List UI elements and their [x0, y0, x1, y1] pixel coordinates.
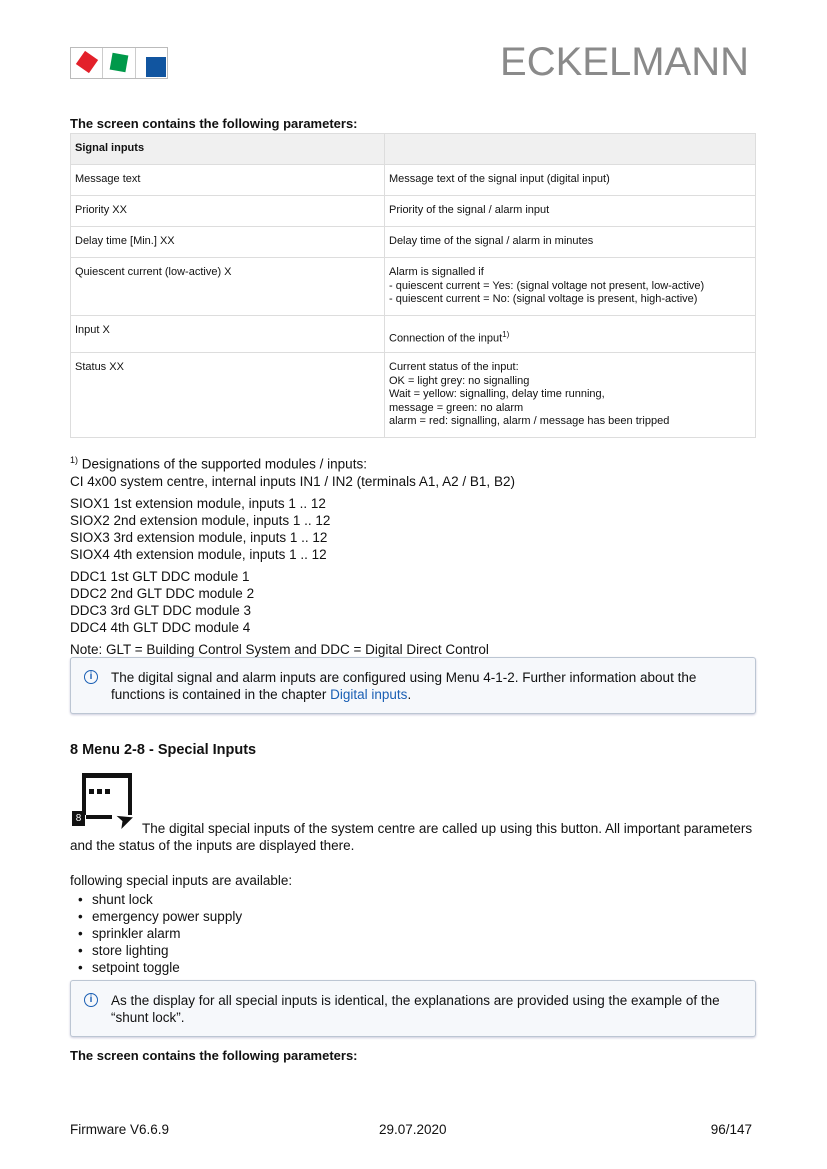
intro-text: The digital special inputs of the system centre are called up using this button. All important parameters and the status of the inputs are displayed there.	[70, 821, 753, 853]
description-line: Current status of the input:	[389, 361, 519, 374]
param-description	[385, 227, 756, 258]
param-name: Delay time [Min.] XX	[71, 227, 385, 258]
ddc-line: DDC2 2nd GLT DDC module 2	[70, 585, 255, 601]
list-item: • setpoint toggle	[92, 959, 242, 976]
description-line: Connection of the input	[389, 332, 503, 345]
param-description	[385, 196, 756, 227]
brand-name: ECKELMANN	[500, 40, 749, 84]
siox-line: SIOX1 1st extension module, inputs 1 .. 12	[70, 495, 326, 511]
description-line: - quiescent current = No: (signal voltage is present, high-active)	[389, 293, 698, 305]
footer-page: 96/147	[710, 1122, 752, 1137]
description-line: Priority of the signal / alarm input	[389, 204, 550, 216]
param-name: Quiescent current (low-active) X	[71, 258, 385, 316]
param-description	[385, 316, 756, 353]
ddc-line: DDC4 4th GLT DDC module 4	[70, 619, 251, 635]
table-row	[71, 196, 756, 227]
list-item: • store lighting	[92, 942, 242, 959]
table-header-cell	[385, 134, 756, 165]
description-line: alarm = red: signalling, alarm / message has been tripped	[389, 415, 670, 428]
list-item: • sprinkler alarm	[92, 925, 242, 942]
company-logo	[70, 47, 168, 79]
table-row	[71, 353, 756, 438]
param-name: Message text	[71, 165, 385, 196]
info-text: The digital signal and alarm inputs are configured using Menu 4-1-2. Further information about the functions is contained in the chapter	[111, 670, 697, 702]
footnote-block	[70, 452, 770, 658]
footer-date: 29.07.2020	[379, 1122, 447, 1137]
siox-line: SIOX2 2nd extension module, inputs 1 .. 12	[70, 512, 331, 528]
table-row	[71, 227, 756, 258]
digital-inputs-link[interactable]: Digital inputs	[330, 687, 408, 702]
description-line: Wait = yellow: signalling, delay time running,	[389, 388, 605, 401]
description-line: Alarm is signalled if	[389, 266, 484, 278]
footnote-mark: 1)	[70, 455, 79, 465]
siox-line: SIOX4 4th extension module, inputs 1 .. 12	[70, 546, 327, 562]
param-description	[385, 353, 756, 438]
siox-line: SIOX3 3rd extension module, inputs 1 .. 12	[70, 529, 328, 545]
footnote-text: Designations of the supported modules / inputs:	[78, 456, 367, 472]
info-box	[70, 657, 756, 714]
param-name: Priority XX	[71, 196, 385, 227]
abbrev-note: Note: GLT = Building Control System and DDC = Digital Direct Control	[70, 641, 489, 657]
info-text: As the display for all special inputs is identical, the explanations are provided using the example of the “shunt lock”.	[111, 993, 720, 1025]
special-inputs-button-icon: 8 ➤	[72, 773, 134, 833]
icon-badge: 8	[72, 811, 85, 826]
description-line: - quiescent current = Yes: (signal voltage not present, low-active)	[389, 279, 705, 292]
info-box-2	[70, 980, 756, 1037]
special-inputs-list	[72, 891, 242, 976]
info-end: .	[407, 687, 412, 702]
ddc-line: DDC3 3rd GLT DDC module 3	[70, 602, 252, 618]
description-line: Delay time of the signal / alarm in minutes	[389, 235, 594, 247]
param-description	[385, 165, 756, 196]
param-description	[385, 258, 756, 316]
param-name: Status XX	[71, 353, 385, 438]
description-line: OK = light grey: no signalling	[389, 374, 530, 387]
table-header-cell: Signal inputs	[71, 134, 385, 165]
ci-line: CI 4x00 system centre, internal inputs IN1 / IN2 (terminals A1, A2 / B1, B2)	[70, 473, 515, 489]
table-row	[71, 258, 756, 316]
ddc-line: DDC1 1st GLT DDC module 1	[70, 568, 250, 584]
section-title: The screen contains the following parameters:	[70, 116, 358, 131]
list-item: • shunt lock	[92, 891, 242, 908]
info-icon: i	[84, 670, 98, 684]
description-line: Message text of the signal input (digital input)	[389, 173, 610, 185]
section-title-2: The screen contains the following parameters:	[70, 1048, 358, 1063]
table-row	[71, 316, 756, 353]
description-line: message = green: no alarm	[389, 401, 524, 414]
info-icon: i	[84, 993, 98, 1007]
footer-firmware: Firmware V6.6.9	[70, 1122, 170, 1137]
param-name: Input X	[71, 316, 385, 353]
section-heading: 8 Menu 2-8 - Special Inputs	[70, 742, 257, 758]
footnote-ref: 1)	[502, 330, 510, 339]
table-header-row	[71, 134, 756, 165]
list-intro: following special inputs are available:	[70, 873, 293, 888]
list-item: • emergency power supply	[92, 908, 242, 925]
parameters-table	[70, 133, 756, 438]
table-row	[71, 165, 756, 196]
